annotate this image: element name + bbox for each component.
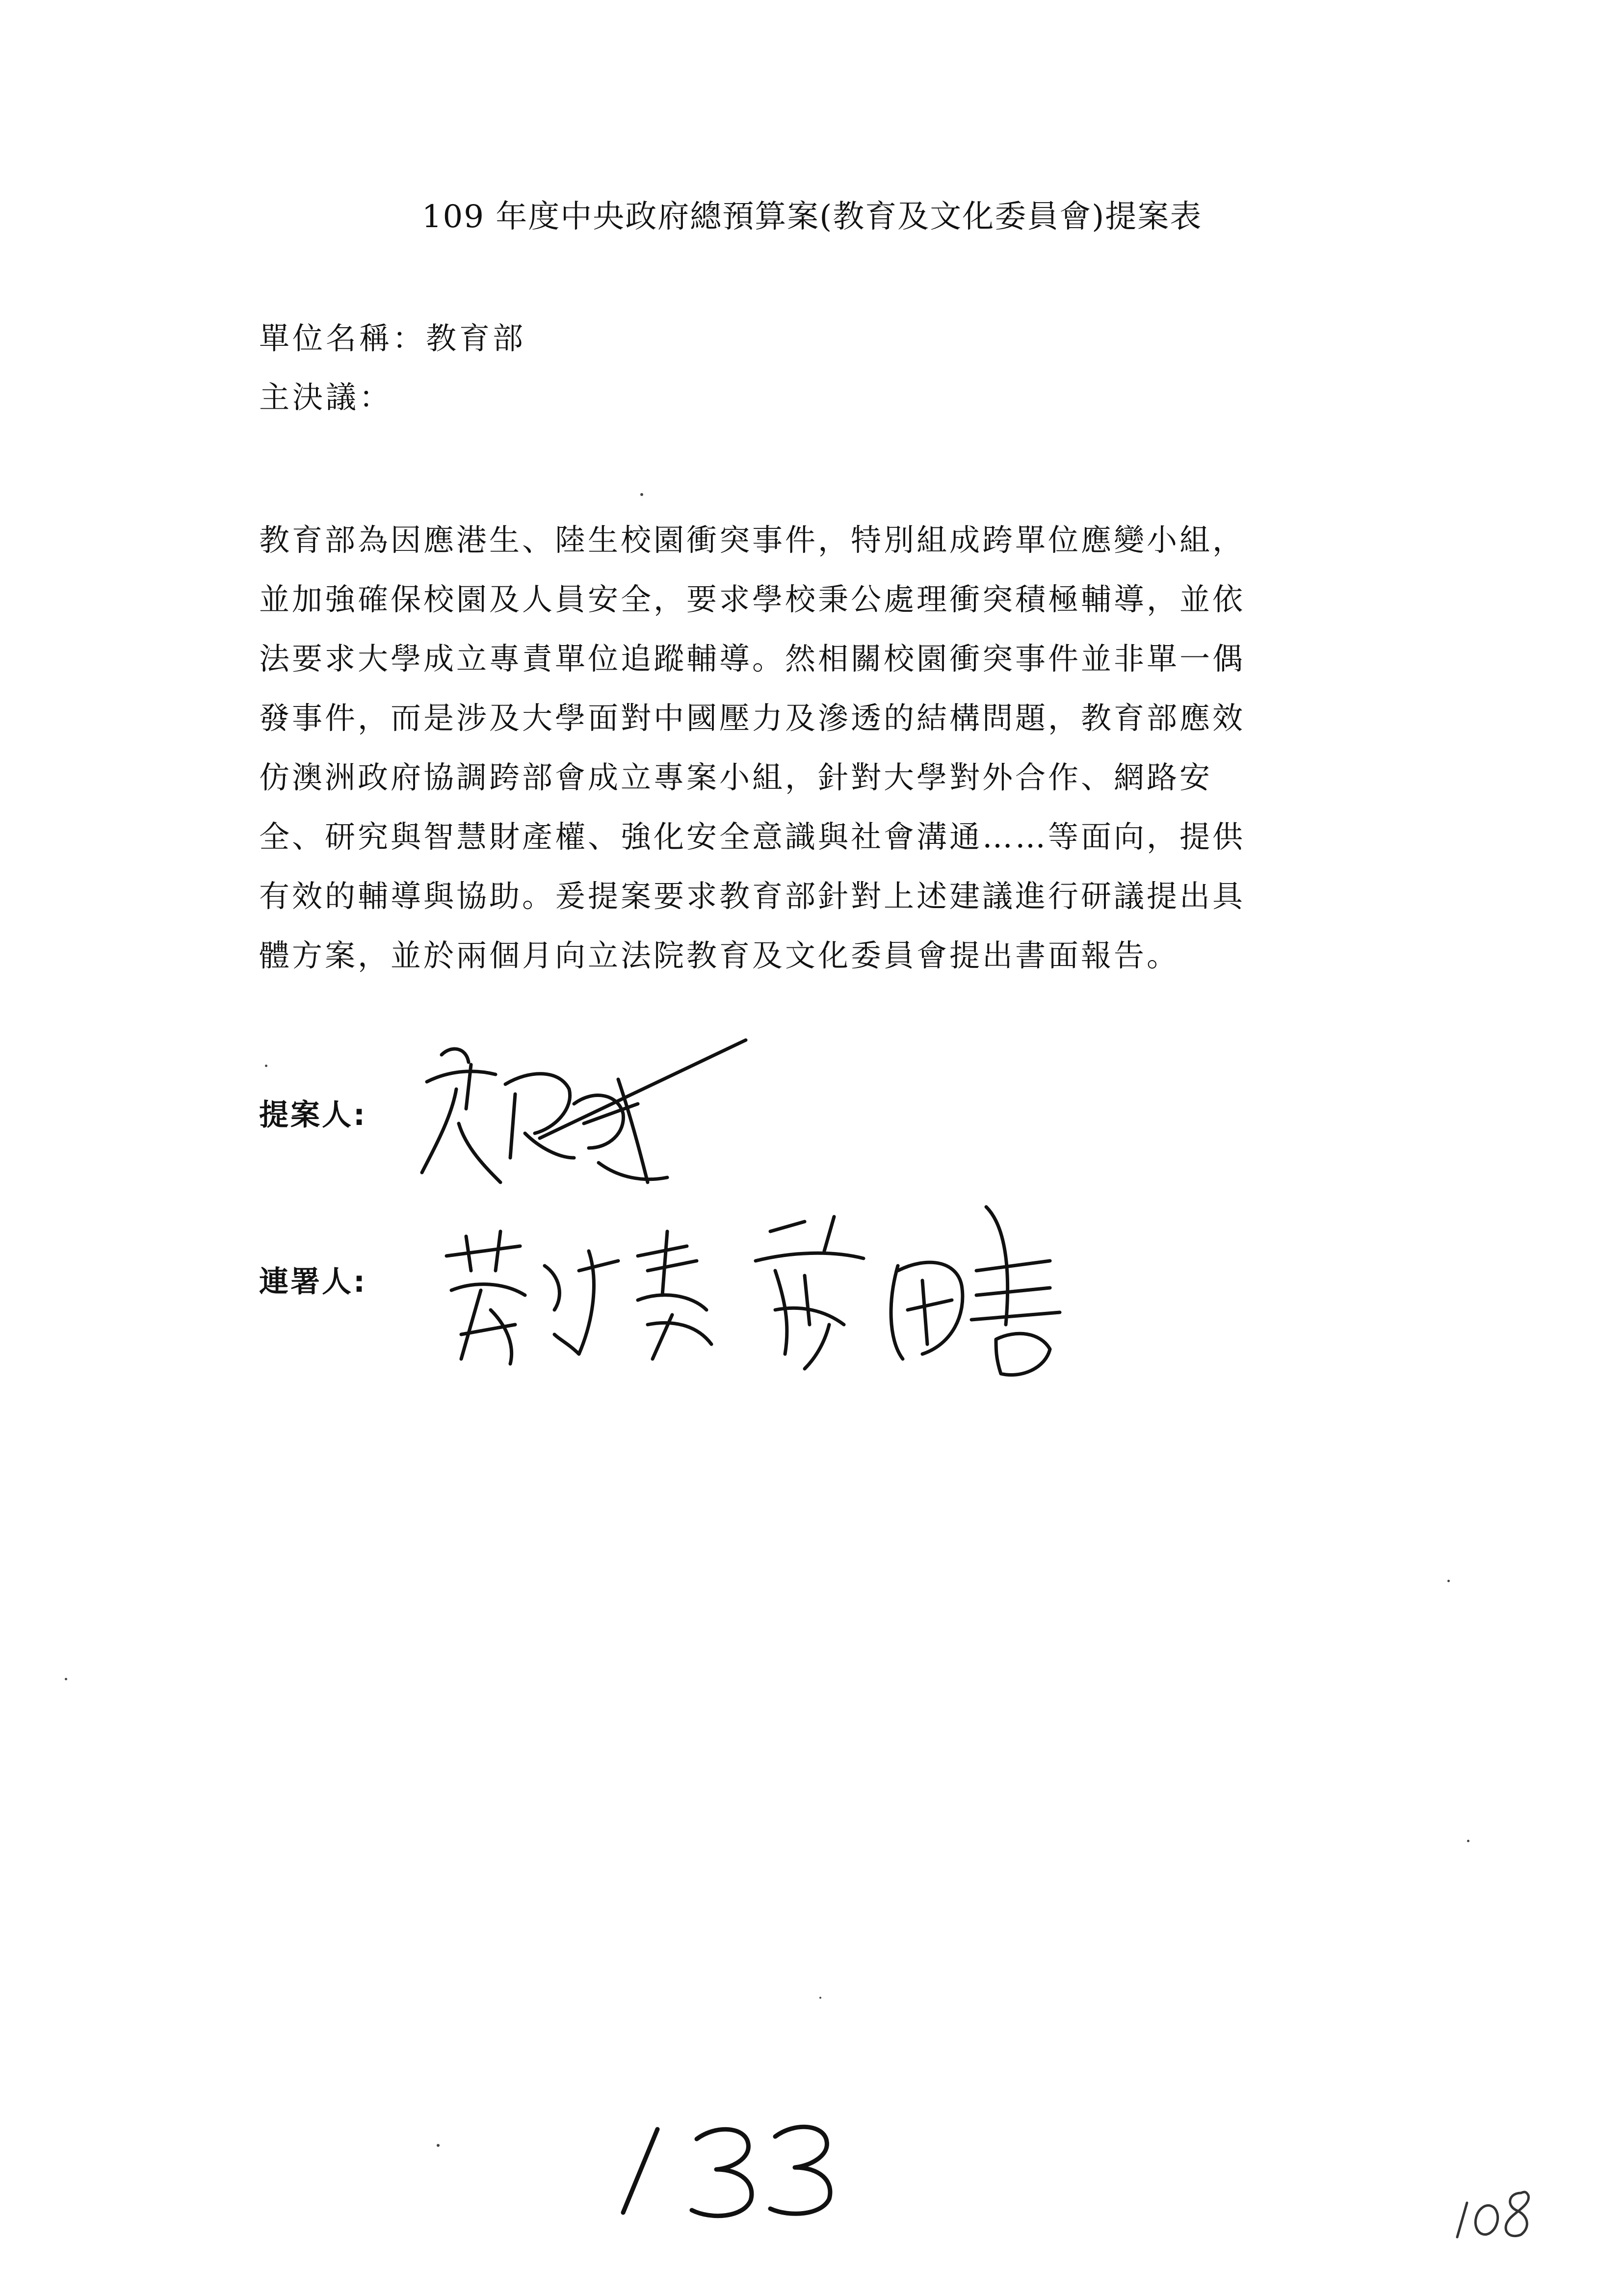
body-line: 有效的輔導與協助。爰提案要求教育部針對上述建議進行研議提出具 [259, 878, 1246, 914]
cosigner-label: 連署人: [259, 1265, 367, 1299]
scan-speck [1467, 1840, 1469, 1842]
resolution-label: 主決議： [259, 379, 393, 415]
body-line: 全、研究與智慧財產權、強化安全意識與社會溝通……等面向，提供 [259, 819, 1246, 855]
cosigner-signatures [432, 1197, 1109, 1403]
resolution-row [259, 373, 393, 417]
scan-speck [640, 493, 643, 496]
unit-label: 單位名稱： [259, 320, 426, 356]
body-line: 發事件，而是涉及大學面對中國壓力及滲透的結構問題，教育部應效 [259, 700, 1246, 736]
unit-value: 教育部 [426, 320, 526, 356]
body-line: 並加強確保校園及人員安全，要求學校秉公處理衝突積極輔導，並依 [259, 581, 1246, 617]
proposal-body [259, 510, 1417, 985]
document-title: 109 年度中央政府總預算案(教育及文化委員會)提案表 [421, 199, 1203, 235]
handwritten-page-number [613, 2114, 859, 2222]
unit-row [259, 314, 526, 358]
scan-speck [437, 2144, 440, 2147]
scan-speck [65, 1678, 67, 1680]
handwritten-corner-number [1452, 2178, 1545, 2247]
body-line: 體方案，並於兩個月向立法院教育及文化委員會提出書面報告。 [259, 938, 1180, 973]
body-line: 教育部為因應港生、陸生校園衝突事件，特別組成跨單位應變小組， [259, 522, 1246, 558]
proposer-label: 提案人: [259, 1098, 367, 1132]
scan-speck [1447, 1580, 1450, 1582]
body-line: 仿澳洲政府協調跨部會成立專案小組，針對大學對外合作、網路安 [259, 759, 1213, 795]
scan-speck [819, 1997, 821, 1999]
scan-speck [265, 1065, 267, 1067]
body-line: 法要求大學成立專責單位追蹤輔導。然相關校園衝突事件並非單一偶 [259, 641, 1246, 677]
